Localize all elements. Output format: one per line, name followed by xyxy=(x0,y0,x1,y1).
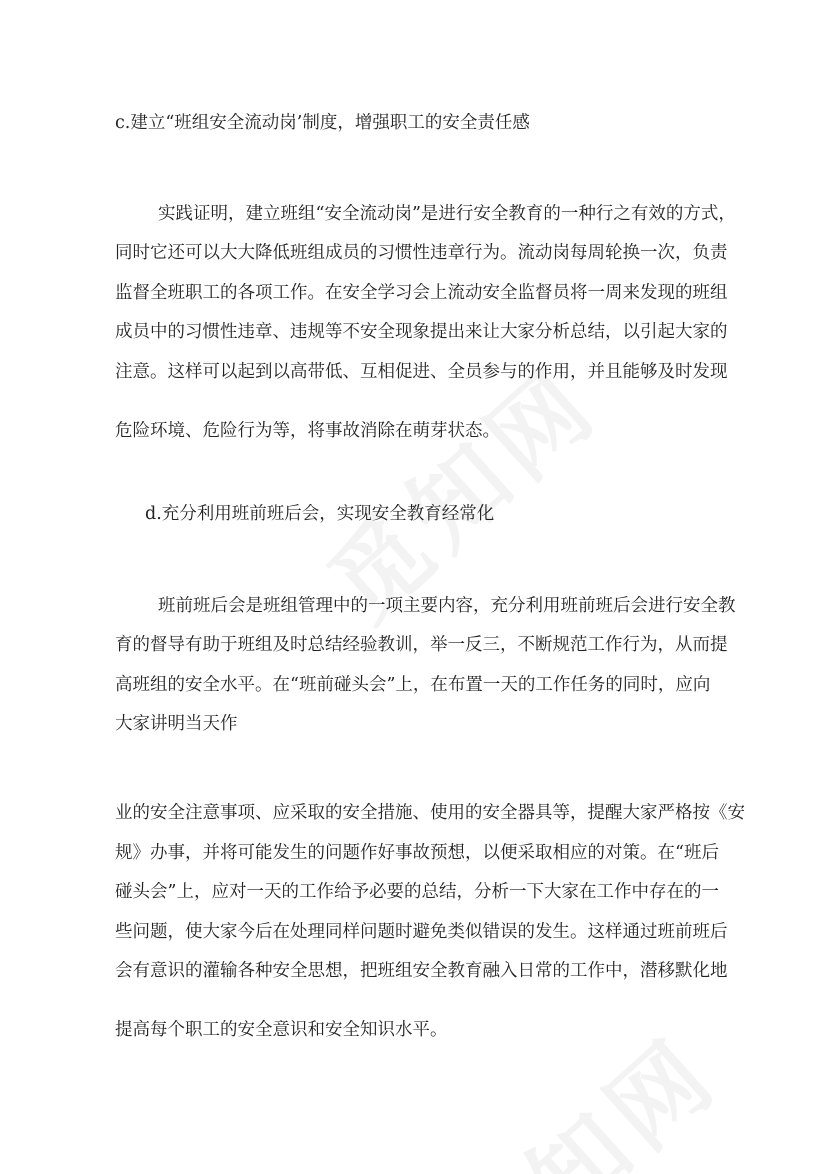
paragraph-line: 会有意识的灌输各种安全思想，把班组安全教育融入日常的工作中，潜移默化地 xyxy=(115,961,728,981)
paragraph-line: 班前班后会是班组管理中的一项主要内容，充分利用班前班后会进行安全教 xyxy=(158,596,736,616)
paragraph-line: 业的安全注意事项、应采取的安全措施、使用的安全器具等，提醒大家严格按《安 xyxy=(115,803,745,823)
paragraph-line: 同时它还可以大大降低班组成员的习惯性违章行为。流动岗每周轮换一次，负责 xyxy=(115,243,728,263)
section-heading-d: d.充分利用班前班后会，实现安全教育经常化 xyxy=(145,504,495,524)
paragraph-line: 成员中的习惯性违章、违规等不安全现象提出来让大家分析总结，以引起大家的 xyxy=(115,322,728,342)
paragraph-line: 高班组的安全水平。在“班前碰头会”上，在布置一天的工作任务的同时，应向 xyxy=(115,675,711,695)
paragraph-line: 些问题，使大家今后在处理同样问题时避免类似错误的发生。这样通过班前班后 xyxy=(115,922,728,942)
paragraph-line: 育的督导有助于班组及时总结经验教训，举一反三，不断规范工作行为，从而提 xyxy=(115,635,728,655)
watermark xyxy=(415,1001,743,1174)
paragraph-line: 提高每个职工的安全意识和安全知识水平。 xyxy=(115,1020,448,1040)
paragraph-line: 实践证明，建立班组“安全流动岗”是进行安全教育的一种行之有效的方式， xyxy=(158,204,736,224)
paragraph-line: 注意。这样可以起到以高带低、互相促进、全员参与的作用，并且能够及时发现 xyxy=(115,362,728,382)
paragraph-line: 危险环境、危险行为等，将事故消除在萌芽状态。 xyxy=(115,421,500,441)
paragraph-line: 规》办事，并将可能发生的问题作好事故预想，以便采取相应的对策。在“班后 xyxy=(115,843,719,863)
paragraph-line: 监督全班职工的各项工作。在安全学习会上流动安全监督员将一周来发现的班组 xyxy=(115,283,728,303)
section-heading-c: c.建立“班组安全流动岗’制度，增强职工的安全责任感 xyxy=(115,113,530,133)
paragraph-line: 大家讲明当天作 xyxy=(115,714,238,734)
paragraph-line: 碰头会”上，应对一天的工作给予必要的总结，分析一下大家在工作中存在的一 xyxy=(115,882,719,902)
